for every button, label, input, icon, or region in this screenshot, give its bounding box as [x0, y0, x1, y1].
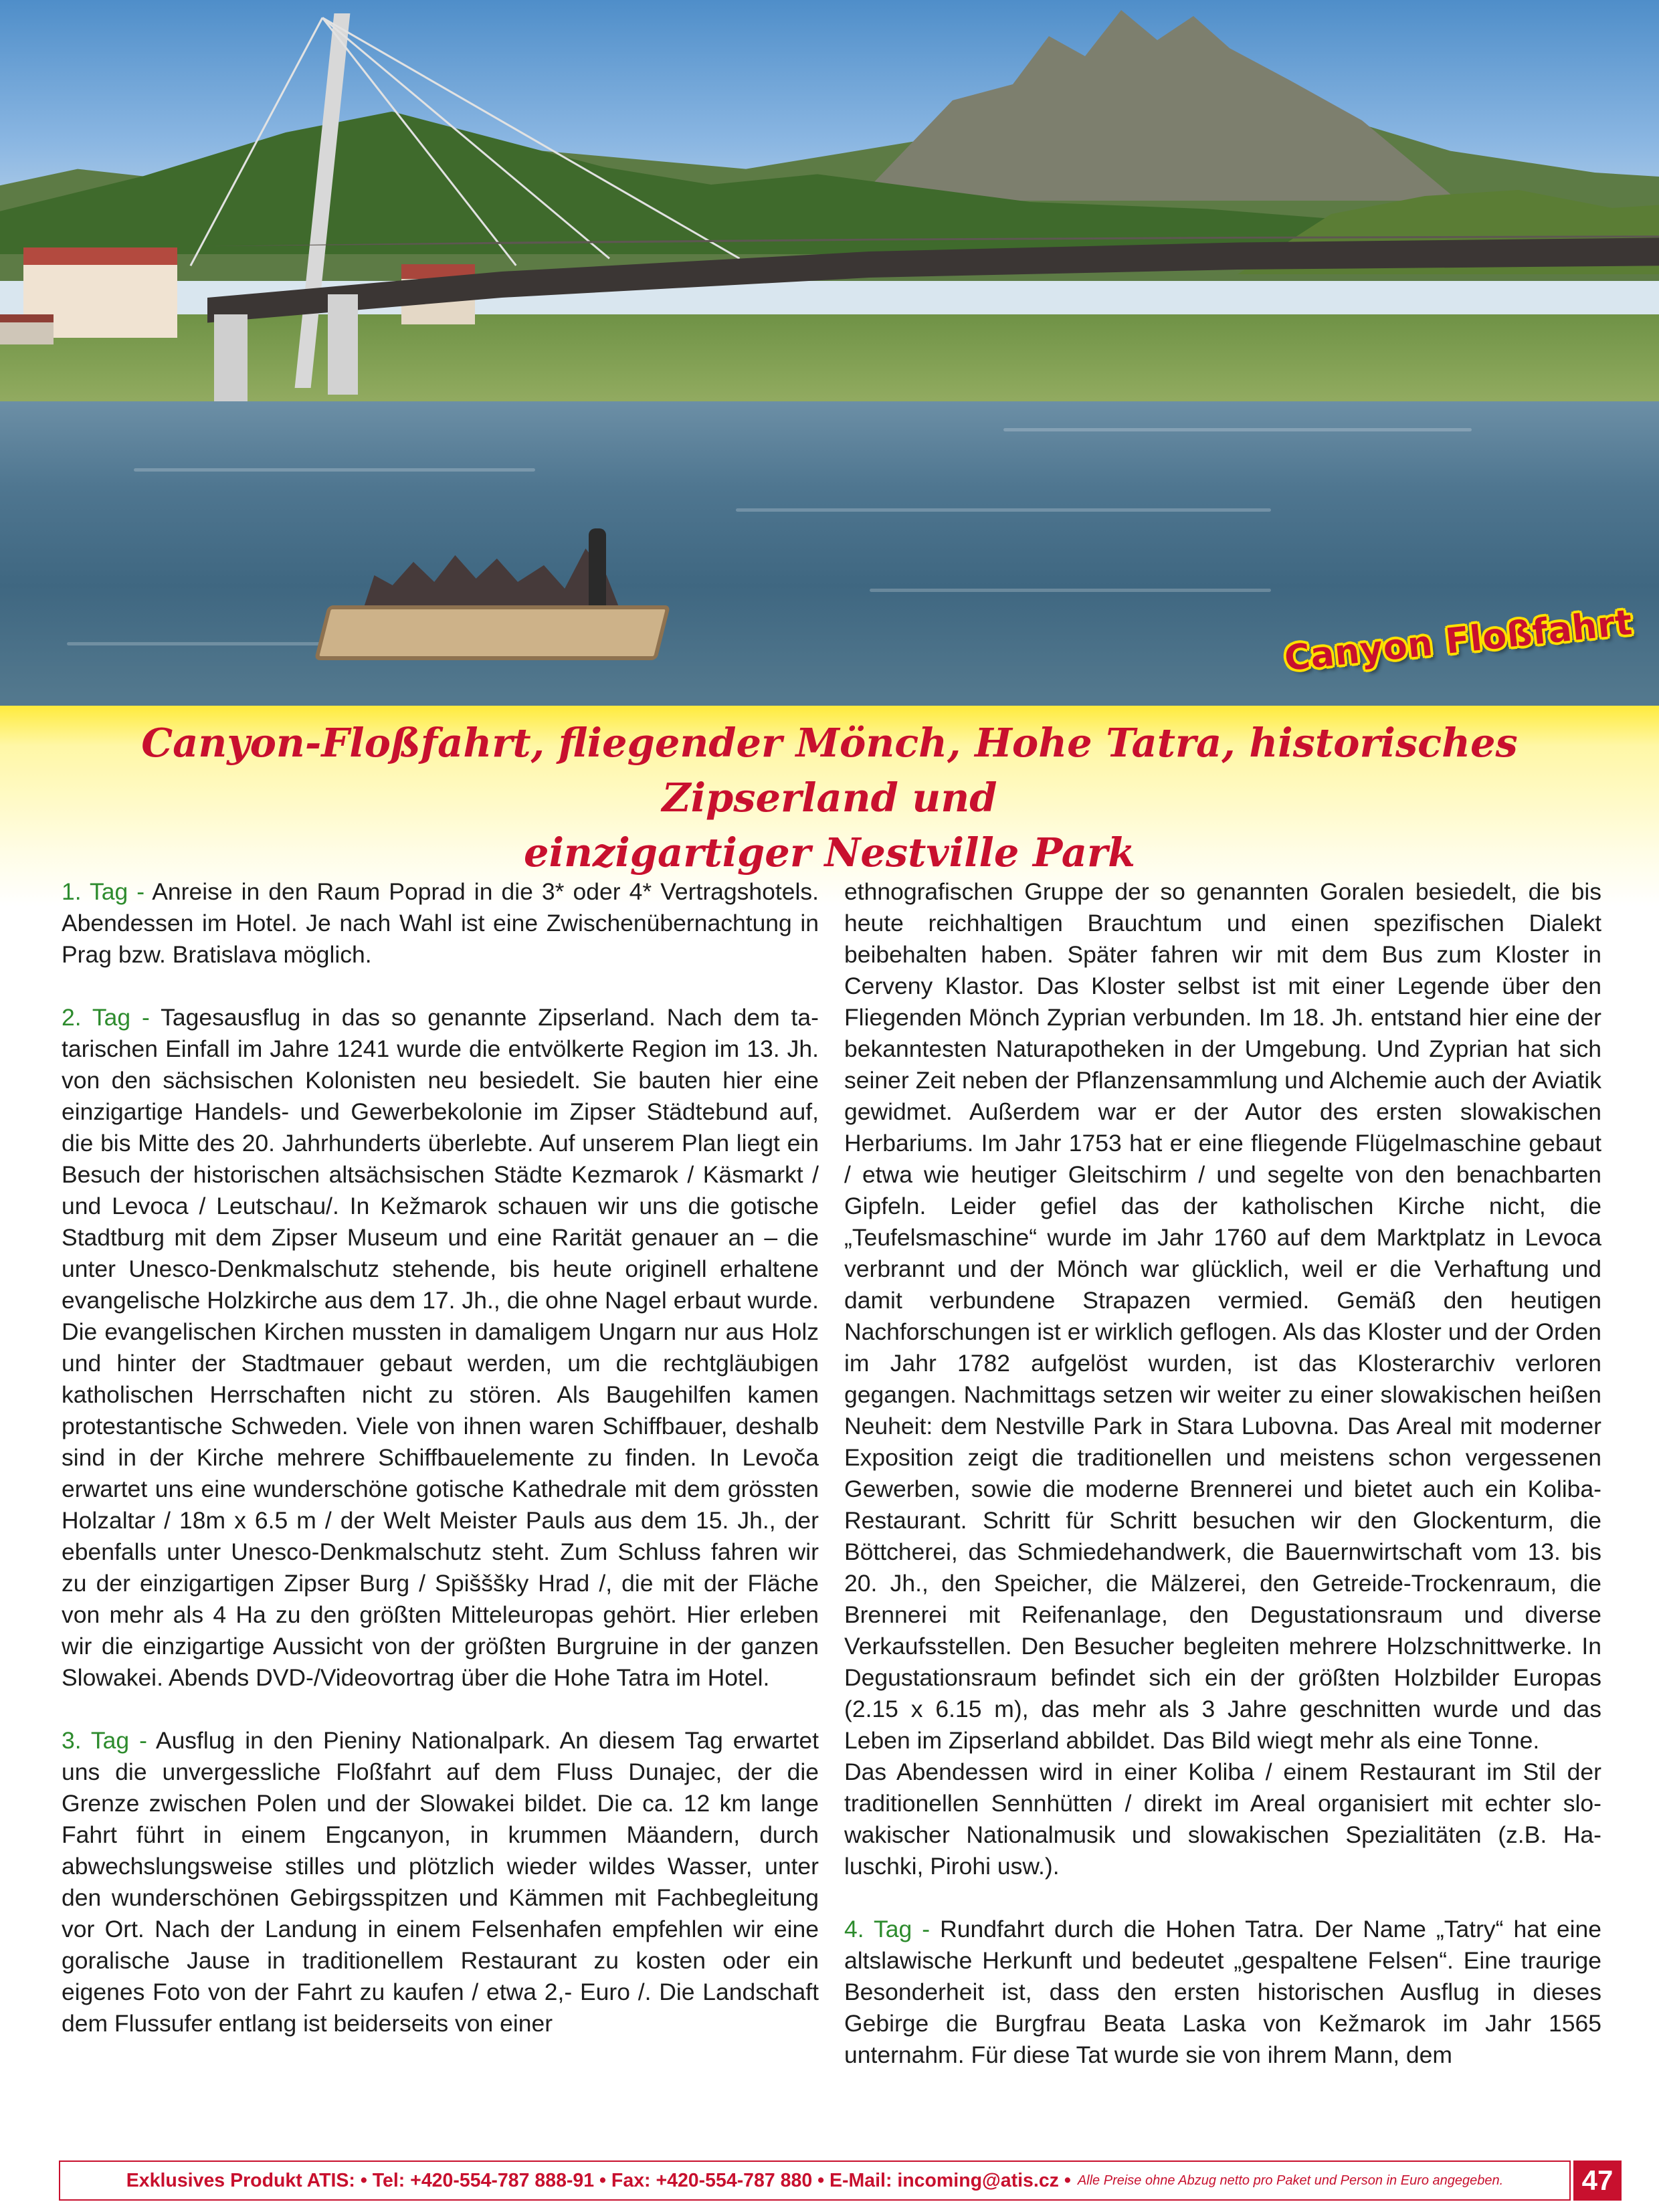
day-3-evening: Das Abendessen wird in einer Koliba / einem Restaurant im Stil der traditionellen Sennhütten / direkt im Areal organisiert mit echter slowakischer Nationalmusik und slowakischen Spezialitäten (z.B. Haluschki, Pirohi usw.).: [844, 1758, 1601, 1880]
raft: [314, 605, 670, 660]
raftsman: [589, 528, 606, 609]
day-2-paragraph: [62, 1002, 819, 1694]
rocky-peaks: [856, 0, 1458, 201]
title-line-2: einzigartiger Nestville Park: [524, 829, 1135, 876]
day-4-text: Rundfahrt durch die Hohen Tatra. Der Name „Tatry“ hat eine altslawische Herkunft und bedeutet „gespaltene Felsen“. Eine traurige Besonderheit ist, dass den ersten historischen Ausflug in dieses Gebirge die Burgfrau Beata Laska von Kežmarok im Jahr 1565 unternahm. Für diese Tat wurde sie von ihrem Mann, dem: [844, 1916, 1601, 2068]
page-number: 47: [1573, 2160, 1622, 2201]
text-column-right: [844, 876, 1601, 2071]
river-ripple: [736, 508, 1271, 512]
day-3-paragraph: [62, 1725, 819, 2039]
day-4-paragraph: [844, 1914, 1601, 2071]
river-ripple: [870, 589, 1271, 592]
hero-photo: [0, 0, 1659, 706]
day-1-label: 1. Tag -: [62, 878, 153, 905]
day-3-continued: ethnografischen Gruppe der so genannten Goralen besiedelt, die bis heute reichhaltigen Brauchtum und einen spezifischen Dialekt beibehalten haben. Später fahren wir mit dem Bus zum Kloster in Cerveny Klastor. Das Kloster selbst ist mit einer Legende über den Fliegenden Mönch Zyprian verbunden. Im 18. Jh. entstand hier eine der bekanntesten Naturapotheken in der Umgebung. Und Zyprian hat sich seiner Zeit neben der Pflanzensammlung und Alchemie auch der Aviatik gewidmet. Außerdem war er der Autor des ersten slowakischen Herbariums. Im Jahr 1753 hat er eine fliegende Flügelmaschine gebaut / etwa wie heutiger Gleitschirm / und segelte von den benachbarten Gipfeln. Leider gefiel das der katholischen Kirche nicht, die „Teufelsmaschine“ wurde im Jahr 1760 auf dem Marktplatz in Levoca verbrannt und der Mönch war glücklich, weil er die Verhaftung und damit verbundene Strapazen vermied. Gemäß den heutigen Nachforschungen ist er wirklich geflogen. Als das Kloster und der Orden im Jahr 1782 aufgelöst wurden, ist das Klosterarchiv verloren gegangen. Nachmittags setzen wir weiter zu einer slowakischen heißen Neuheit: dem Nestville Park in Stara Lubovna. Das Areal mit moderner Exposition zeigt die traditionellen und meistens schon vergessenen Gewerben, sowie die moderne Brennerei und bietet auch ein Koliba-Restaurant. Schritt für Schritt besuchen wir den Glockenturm, die Böttcherei, das Schmiedehandwerk, die Bauernwirtschaft vom 13. bis 20. Jh., den Speicher, die Mälzerei, den Getreide-Trockenraum, die Brennerei mit Reifenanlage, den Degustationsraum und diverse Verkaufsstellen. Den Besucher begleiten mehrere Holzschnittwerke. In Degustationsraum befindet sich ein der größten Holzbilder Europas (2.15 x 6.15 m), das mehr als 3 Jahre geschnitten wurde und das Leben im Zipserland abbildet. Das Bild wiegt mehr als eine Tonne.: [844, 878, 1601, 1754]
page-title: [40, 716, 1619, 880]
river-ripple: [1003, 428, 1472, 431]
day-1-paragraph: [62, 876, 819, 971]
footer-price-note: Alle Preise ohne Abzug netto pro Paket und Person in Euro angegeben.: [1077, 2173, 1504, 2188]
day-2-label: 2. Tag -: [62, 1004, 161, 1031]
photo-tag: Canyon Floßfahrt: [1282, 602, 1635, 680]
day-1-text: Anreise in den Raum Poprad in die 3* oder 4* Vertragshotels. Abendessen im Hotel. Je nach Wahl ist eine Zwischenübernachtung in Prag bzw. Bratislava möglich.: [62, 878, 819, 968]
title-line-1: Canyon-Floßfahrt, fliegender Mönch, Hohe Tatra, historisches Zipserland und: [141, 720, 1518, 821]
day-4-label: 4. Tag -: [844, 1916, 941, 1942]
day-3-text: Ausflug in den Pieniny Nationalpark. An diesem Tag erwartet uns die unvergessliche Floßfahrt auf dem Fluss Dunajec, der die Grenze zwischen Polen und der Slowakei bildet. Die ca. 12 km lange Fahrt führt in einem Engcanyon, in krummen Mäandern, durch abwechslungsweise stilles und plötzlich wieder wildes Wasser, unter den wunderschönen Gebirgsspitzen und Kämmen mit Fachbegleitung vor Ort. Nach der Landung in einem Felsenhafen empfehlen wir eine goralische Jause in traditionellem Restaurant zu kosten oder ein eigenes Foto von der Fahrt zu kaufen / etwa 2,- Euro /. Die Landschaft dem Flussufer entlang ist beiderseits von einer: [62, 1727, 819, 2037]
footer-contact: Exklusives Produkt ATIS: • Tel: +420-554-787 888-91 • Fax: +420-554-787 880 • E-Mail: incoming@atis.cz •: [126, 2169, 1071, 2191]
text-column-left: [62, 876, 819, 2039]
bridge-pillar: [328, 294, 358, 395]
river-ripple: [134, 468, 535, 472]
bridge-pillar: [214, 314, 248, 401]
small-building: [0, 314, 54, 344]
day-3-label: 3. Tag -: [62, 1727, 156, 1754]
day-2-text: Tagesausflug in das so genannte Zipserland. Nach dem tatarischen Einfall im Jahre 1241 wurde die entvölkerte Region im 13. Jh. von den sächsischen Kolonisten neu besiedelt. Sie bauten hier eine einzigartige Handels- und Gewerbekolonie im Zipser Städtebund auf, die bis Mitte des 20. Jahrhunderts überlebte. Auf unserem Plan liegt ein Besuch der historischen altsächsischen Städte Kezmarok / Käsmarkt / und Levoca / Leutschau/. In Kežmarok schauen wir uns die gotische Stadtburg mit dem Zipser Museum und eine Rarität genauer an – die unter Unesco-Denkmalschutz stehende, bis heute originell erhaltene evangelische Holzkirche aus dem 17. Jh., die ohne Nagel erbaut wurde. Die evangelischen Kirchen mussten in damaligem Ungarn nur aus Holz und hinter der Stadtmauer gebaut werden, um die rechtgläubigen katholischen Herrschaften nicht zu stören. Als Baugehilfen kamen protestantische Schweden. Viele von ihnen waren Schiffbauer, deshalb sind in der Kirche mehrere Schiffbauelemente zu finden. In Levoča erwartet uns eine wunderschöne gotische Kathedrale mit dem grössten Holzaltar / 18m x 6.5 m / der Welt Meister Pauls aus dem 15. Jh., der ebenfalls unter Unesco-Denkmalschutz steht. Zum Schluss fahren wir zu der einzigartigen Zipser Burg / Spišššky Hrad /, die mit der Fläche von mehr als 4 Ha zu den größten Mitteleuropas gehört. Hier erleben wir die einzigartige Aussicht von der größten Burgruine in der ganzen Slowakei. Abends DVD-/Videovortrag über die Hohe Tatra im Hotel.: [62, 1004, 819, 1691]
footer-contact-bar: [59, 2160, 1571, 2201]
